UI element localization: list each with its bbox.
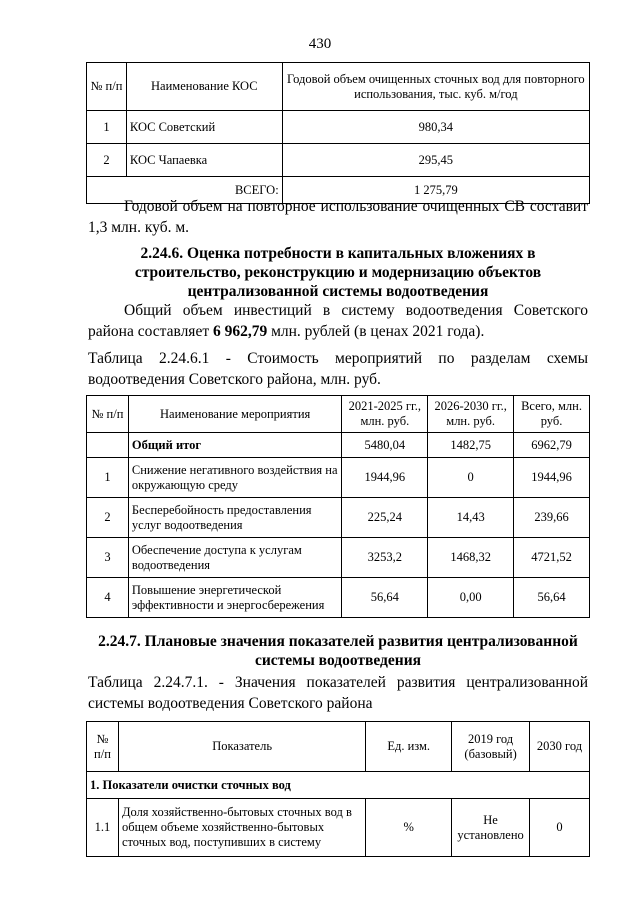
col-header-number: № п/п [87, 63, 127, 111]
col-header-2021-2025: 2021-2025 гг., млн. руб. [342, 396, 428, 433]
investment-total: 6 962,79 [212, 323, 268, 340]
col-header-annual-volume: Годовой объем очищенных сточных вод для повторного использования, тыс. куб. м/год [282, 63, 589, 111]
section-heading-2-24-6: 2.24.6. Оценка потребности в капитальных вложениях в строительство, реконструкцию и модернизацию объектов централизованной системы водоотведения [134, 245, 542, 300]
col-header-number: № п/п [87, 722, 119, 772]
col-header-2026-2030: 2026-2030 гг., млн. руб. [428, 396, 514, 433]
table-row: 2 КОС Чапаевка 295,45 [87, 144, 590, 177]
paragraph-investments: Общий объем инвестиций в систему водоотведения Советского района составляет 6 962,79 млн. рублей (в ценах 2021 года). [88, 302, 588, 340]
table-row: 1 КОС Советский 980,34 [87, 111, 590, 144]
col-header-2019: 2019 год (базовый) [452, 722, 530, 772]
col-header-number: № п/п [87, 396, 129, 433]
col-header-kos-name: Наименование КОС [126, 63, 282, 111]
table-kos-reuse [86, 62, 590, 204]
col-header-indicator: Показатель [118, 722, 365, 772]
table-section-row: 1. Показатели очистки сточных вод [87, 772, 590, 799]
col-header-total: Всего, млн. руб. [514, 396, 590, 433]
table-row: 2 Бесперебойность предоставления услуг водоотведения 225,24 14,43 239,66 [87, 498, 590, 538]
page-number: 430 [308, 36, 332, 52]
paragraph-reuse-volume: Годовой объем на повторное использование очищенных СВ составит 1,3 млн. куб. м. [88, 198, 588, 236]
section-heading-2-24-7: 2.24.7. Плановые значения показателей развития централизованной системы водоотведения [98, 633, 578, 669]
table-row: 1.1 Доля хозяйственно-бытовых сточных вод в общем объеме хозяйственно-бытовых сточных вод, поступивших в систему % Не установлено 0 [87, 799, 590, 857]
col-header-2030: 2030 год [530, 722, 590, 772]
total-label: ВСЕГО: [87, 177, 283, 204]
table-measures-cost [86, 395, 590, 618]
total-value: 1 275,79 [282, 177, 589, 204]
table-total-row: Общий итог 5480,04 1482,75 6962,79 [87, 433, 590, 458]
caption-table-2-24-6-1: Таблица 2.24.6.1 - Стоимость мероприятий по разделам схемы водоотведения Советского района, млн. руб. [88, 350, 588, 388]
table-row: 1 Снижение негативного воздействия на окружающую среду 1944,96 0 1944,96 [87, 458, 590, 498]
table-row: 4 Повышение энергетической эффективности и энергосбережения 56,64 0,00 56,64 [87, 578, 590, 618]
table-development-indicators [86, 721, 590, 857]
col-header-unit: Ед. изм. [366, 722, 452, 772]
table-row: 3 Обеспечение доступа к услугам водоотведения 3253,2 1468,32 4721,52 [87, 538, 590, 578]
caption-table-2-24-7-1: Таблица 2.24.7.1. - Значения показателей развития централизованной системы водоотведения Советского района [88, 674, 588, 712]
col-header-measure-name: Наименование мероприятия [128, 396, 342, 433]
